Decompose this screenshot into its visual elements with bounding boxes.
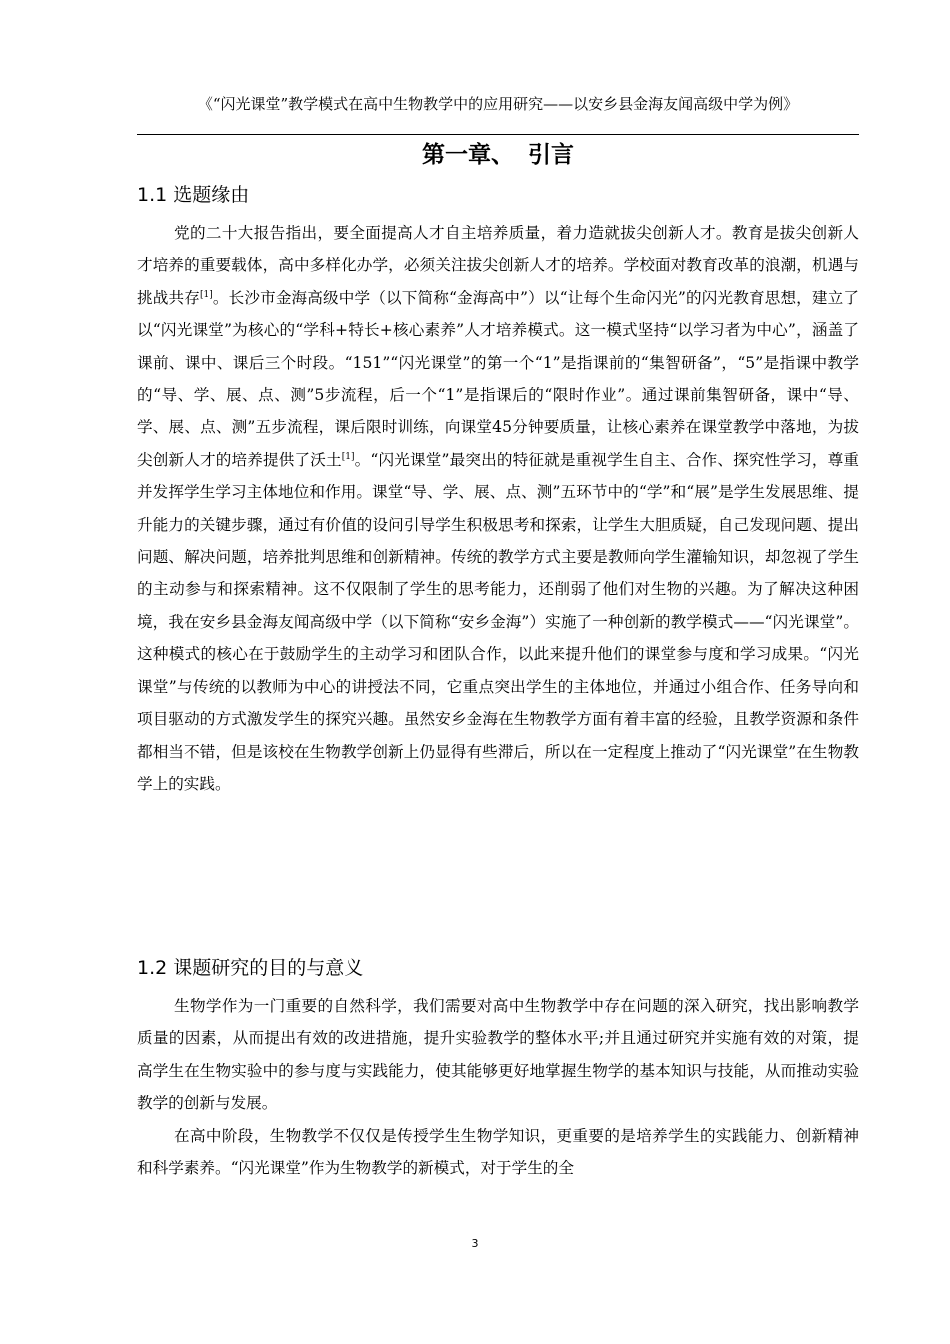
- section-heading-1-2: 1.2 课题研究的目的与意义: [137, 957, 364, 979]
- running-header: 《“闪光课堂”教学模式在高中生物教学中的应用研究——以安乡县金海友闻高级中学为例》: [197, 95, 799, 113]
- page-number: 3: [471, 1237, 479, 1250]
- body-paragraph-1: [137, 217, 859, 800]
- body-paragraph-2: 生物学作为一门重要的自然科学，我们需要对高中生物教学中存在问题的深入研究，找出影响教学质量的因素，从而提出有效的改进措施，提升实验教学的整体水平;并且通过研究并实施有效的对策，提高学生在生物实验中的参与度与实践能力，使其能够更好地掌握生物学的基本知识与技能，从而推动实验教学的创新与发展。: [137, 997, 859, 1113]
- paragraph-text: 党的二十大报告指出，要全面提高人才自主培养质量，着力造就拔尖创新人才。教育是拔尖创新人才培养的重要载体，高中多样化办学，必须关注拔尖创新人才的培养。学校面对教育改革的浪潮，机遇与挑战共存: [137, 224, 859, 307]
- body-paragraph-3: 在高中阶段，生物教学不仅仅是传授学生生物学知识，更重要的是培养学生的实践能力、创新精神和科学素养。“闪光课堂”作为生物教学的新模式，对于学生的全: [137, 1127, 859, 1178]
- paragraph-text: 。长沙市金海高级中学（以下简称“金海高中”）以“让每个生命闪光”的闪光教育思想，建立了以“闪光课堂”为核心的“学科+特长+核心素养”人才培养模式。这一模式坚持“以学习者为中心”，涵盖了课前、课中、课后三个时段。“151”“闪光课堂”的第一个“1”是指课前的“集智研备”，“5”是指课中教学的“导、学、展、点、测”5步流程，后一个“1”是指课后的“限时作业”。通过课前集智研备，课中“导、学、展、点、测”五步流程，课后限时训练，向课堂45分钟要质量，让核心素养在课堂教学中落地，为拔尖创新人才的培养提供了沃土: [137, 288, 859, 469]
- section-heading-1-1: 1.1 选题缘由: [137, 184, 250, 206]
- paragraph-text: 。“闪光课堂”最突出的特征就是重视学生自主、合作、探究性学习，尊重并发挥学生学习主体地位和作用。课堂“导、学、展、点、测”五环节中的“学”和“展”是学生发展思维、提升能力的关键步骤，通过有价值的设问引导学生积极思考和探索，让学生大胆质疑，自己发现问题、提出问题、解决问题，培养批判思维和创新精神。传统的教学方式主要是教师向学生灌输知识，却忽视了学生的主动参与和探索精神。这不仅限制了学生的思考能力，还削弱了他们对生物的兴趣。为了解决这种困境，我在安乡县金海友闻高级中学（以下简称“安乡金海”）实施了一种创新的教学模式——“闪光课堂”。这种模式的核心在于鼓励学生的主动学习和团队合作，以此来提升他们的课堂参与度和学习成果。“闪光课堂”与传统的以教师为中心的讲授法不同，它重点突出学生的主体地位，并通过小组合作、任务导向和项目驱动的方式激发学生的探究兴趣。虽然安乡金海在生物教学方面有着丰富的经验，且教学资源和条件都相当不错，但是该校在生物教学创新上仍显得有些滞后，所以在一定程度上推动了“闪光课堂”在生物教学上的实践。: [137, 450, 859, 793]
- citation-ref: [1]: [199, 289, 213, 300]
- chapter-title: 第一章、 引言: [421, 142, 574, 168]
- header-rule: [137, 134, 859, 135]
- citation-ref: [1]: [341, 451, 355, 462]
